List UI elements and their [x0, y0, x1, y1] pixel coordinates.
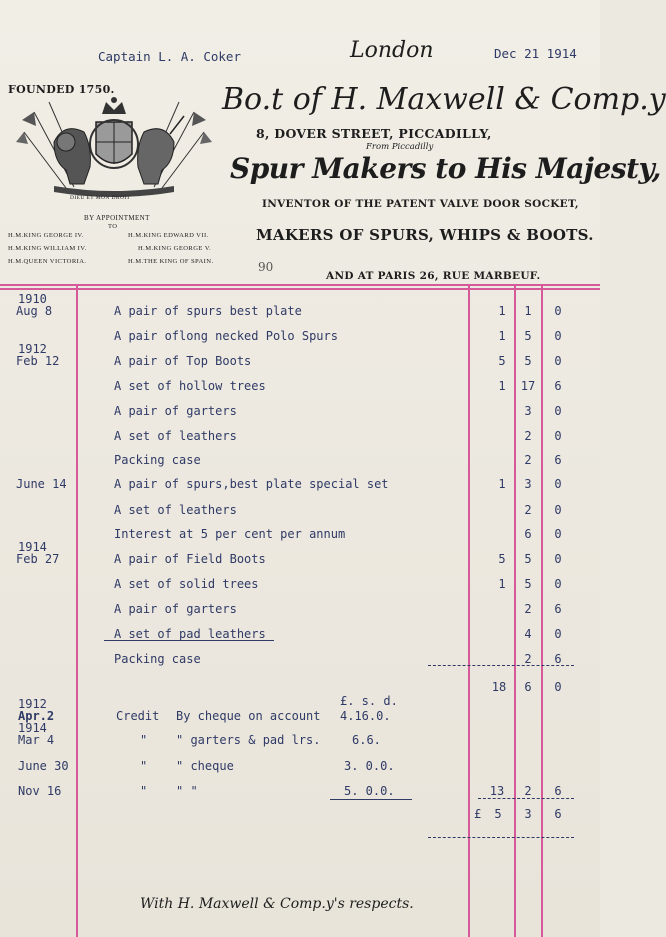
street-address: 8, DOVER STREET, PICCADILLY, — [256, 126, 492, 141]
item-date: Feb 27 — [16, 552, 60, 566]
item-year: 1912 — [18, 342, 47, 356]
credit-desc-3: " cheque — [176, 759, 234, 773]
item-shillings: 1 — [524, 304, 532, 318]
credit-desc-4: " " — [176, 784, 198, 798]
balance-pounds: 5 — [494, 807, 502, 821]
item-date: June 14 — [16, 477, 67, 491]
ruled-line-second — [0, 288, 600, 290]
ruled-col-d — [541, 284, 543, 937]
credit-ditto-1: " — [140, 733, 148, 747]
item-description: A set of solid trees — [114, 577, 259, 591]
item-pence: 6 — [554, 379, 562, 393]
credit-date-nov16: Nov 16 — [18, 784, 62, 798]
pencil-note: 90 — [258, 260, 274, 274]
credit-ditto-3: " — [140, 784, 148, 798]
pad-leathers-underline — [104, 640, 274, 641]
appointment-label: BY APPOINTMENT — [84, 214, 150, 222]
invoice-date: Dec 21 1914 — [494, 46, 577, 61]
item-pence: 6 — [554, 453, 562, 467]
item-shillings: 2 — [524, 453, 532, 467]
item-shillings: 17 — [520, 379, 536, 393]
credit-ditto-2: " — [140, 759, 148, 773]
item-pence: 0 — [554, 577, 562, 591]
item-shillings: 6 — [524, 527, 532, 541]
item-pence: 0 — [554, 329, 562, 343]
royal-crest-icon — [14, 92, 214, 204]
item-description: A pair oflong necked Polo Spurs — [114, 329, 338, 343]
item-pence: 0 — [554, 429, 562, 443]
motto: DIEU ET MON DROIT — [70, 195, 131, 201]
item-pence: 0 — [554, 503, 562, 517]
item-year: 1910 — [18, 292, 47, 306]
item-shillings: 5 — [524, 329, 532, 343]
item-shillings: 4 — [524, 627, 532, 641]
subtotal-separator — [428, 665, 574, 666]
item-description: A set of leathers — [114, 429, 237, 443]
item-pence: 0 — [554, 477, 562, 491]
ruled-col-s — [514, 284, 516, 937]
appointment-2: H.M.KING EDWARD VII. — [128, 232, 209, 239]
appointment-6: H.M.THE KING OF SPAIN. — [128, 258, 214, 265]
item-description: A pair of garters — [114, 602, 237, 616]
credit-amount-1: 4.16.0. — [340, 709, 391, 723]
credit-amount-underline — [330, 799, 412, 800]
item-pence: 0 — [554, 404, 562, 418]
from-piccadilly: From Piccadilly — [366, 142, 434, 152]
credit-date-1912: 1912 — [18, 697, 47, 711]
item-date: Feb 12 — [16, 354, 60, 368]
credit-total-rule — [478, 798, 574, 799]
balance-pound-sign: £ — [474, 807, 482, 821]
item-date: Aug 8 — [16, 304, 53, 318]
item-pence: 0 — [554, 527, 562, 541]
royal-title: Spur Makers to His Majesty, — [230, 152, 661, 185]
item-description: Packing case — [114, 453, 201, 467]
subtotal-pounds: 18 — [491, 680, 507, 694]
item-pounds: 1 — [498, 577, 506, 591]
place: London — [350, 38, 434, 63]
item-description: A set of pad leathers — [114, 627, 266, 641]
ruled-col-l — [468, 284, 470, 937]
firm-name: Bo.t of H. Maxwell & Comp.y — [222, 82, 666, 117]
credit-amount-3: 3. 0.0. — [344, 759, 395, 773]
appointment-to: TO — [108, 223, 118, 230]
item-shillings: 3 — [524, 404, 532, 418]
item-year: 1914 — [18, 540, 47, 554]
credit-total-pounds: 13 — [489, 784, 505, 798]
credit-amount-2: 6.6. — [352, 733, 381, 747]
item-description: A set of leathers — [114, 503, 237, 517]
item-description: Packing case — [114, 652, 201, 666]
footer-respects: With H. Maxwell & Comp.y's respects. — [140, 896, 414, 912]
appointment-1: H.M.KING GEORGE IV. — [8, 232, 84, 239]
credit-date-mar4: Mar 4 — [18, 733, 55, 747]
item-pence: 0 — [554, 627, 562, 641]
credit-amount-4: 5. 0.0. — [344, 784, 395, 798]
paris-address: AND AT PARIS 26, RUE MARBEUF. — [326, 270, 541, 282]
credit-desc-1: By cheque on account — [176, 709, 321, 723]
balance-shillings: 3 — [524, 807, 532, 821]
item-shillings: 2 — [524, 602, 532, 616]
item-shillings: 2 — [524, 503, 532, 517]
credit-label: Credit — [116, 709, 160, 723]
item-shillings: 3 — [524, 477, 532, 491]
item-pounds: 1 — [498, 379, 506, 393]
item-shillings: 5 — [524, 577, 532, 591]
item-description: Interest at 5 per cent per annum — [114, 527, 346, 541]
item-shillings: 5 — [524, 354, 532, 368]
item-pence: 6 — [554, 652, 562, 666]
credit-date-apr2: Apr.2 — [18, 709, 55, 723]
balance-pence: 6 — [554, 807, 562, 821]
credit-desc-2: " garters & pad lrs. — [176, 733, 321, 747]
item-shillings: 2 — [524, 429, 532, 443]
item-shillings: 5 — [524, 552, 532, 566]
appointment-4: H.M.KING GEORGE V. — [138, 245, 212, 252]
inventor-line: INVENTOR OF THE PATENT VALVE DOOR SOCKET, — [262, 198, 579, 210]
item-description: A pair of spurs,best plate special set — [114, 477, 389, 491]
item-description: A pair of spurs best plate — [114, 304, 302, 318]
item-pence: 6 — [554, 602, 562, 616]
credits-lsd-header: £. s. d. — [340, 694, 398, 708]
item-pounds: 5 — [498, 552, 506, 566]
item-pounds: 1 — [498, 477, 506, 491]
credit-date-1914: 1914 — [18, 721, 47, 735]
item-description: A set of hollow trees — [114, 379, 266, 393]
item-pence: 0 — [554, 354, 562, 368]
ruled-line-top — [0, 284, 600, 286]
item-shillings: 2 — [524, 652, 532, 666]
item-pounds: 1 — [498, 329, 506, 343]
item-pounds: 5 — [498, 354, 506, 368]
item-pounds: 1 — [498, 304, 506, 318]
item-description: A pair of garters — [114, 404, 237, 418]
item-description: A pair of Top Boots — [114, 354, 252, 368]
item-pence: 0 — [554, 304, 562, 318]
subtotal-shillings: 6 — [524, 680, 532, 694]
subtotal-pence: 0 — [554, 680, 562, 694]
appointment-5: H.M.QUEEN VICTORIA. — [8, 258, 87, 265]
appointment-3: H.M.KING WILLIAM IV. — [8, 245, 87, 252]
founded-label: FOUNDED 1750. — [8, 83, 115, 96]
balance-rule — [428, 837, 574, 838]
item-description: A pair of Field Boots — [114, 552, 266, 566]
credit-total-shillings: 2 — [524, 784, 532, 798]
credit-total-pence: 6 — [554, 784, 562, 798]
addressee: Captain L. A. Coker — [98, 49, 241, 64]
item-pence: 0 — [554, 552, 562, 566]
ruled-margin-left — [76, 284, 78, 937]
makers-line: MAKERS OF SPURS, WHIPS & BOOTS. — [256, 226, 594, 244]
credit-date-june30: June 30 — [18, 759, 69, 773]
